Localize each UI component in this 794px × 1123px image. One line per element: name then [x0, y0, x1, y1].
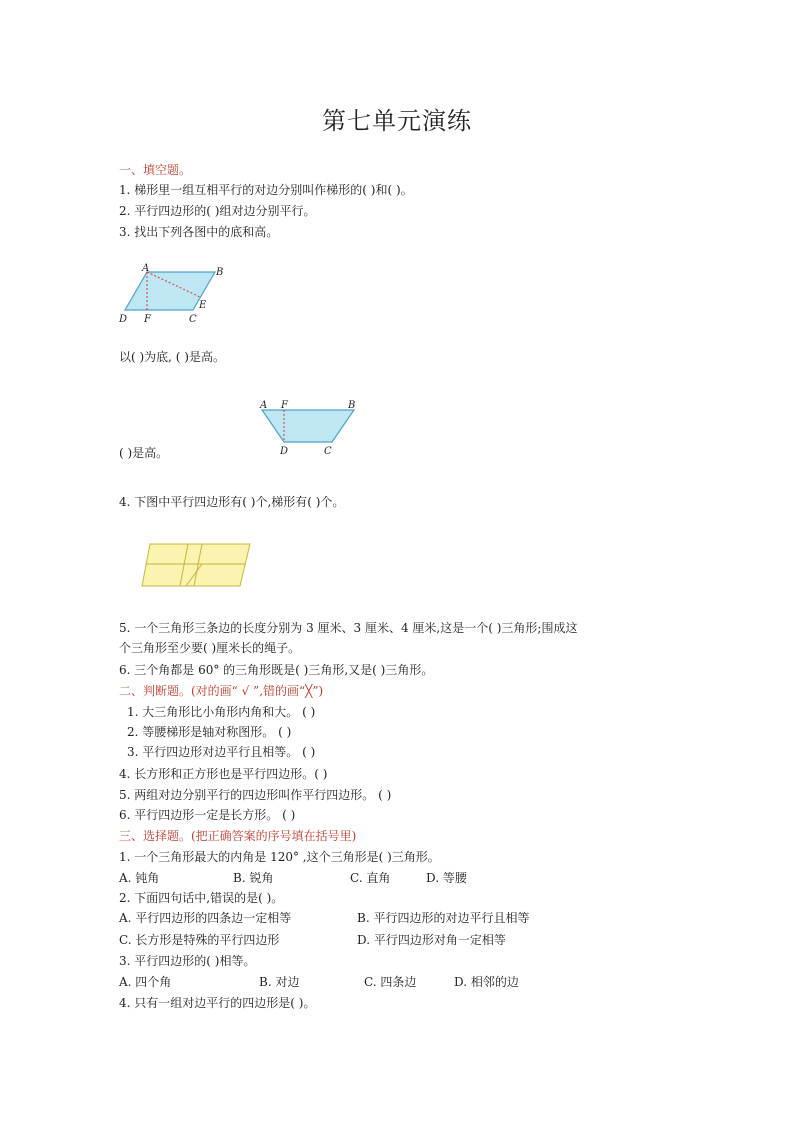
choice-question-3: 3. 平行四边形的( )相等。 — [119, 954, 256, 968]
question-fill-2: 2. 平行四边形的( )组对边分别平行。 — [119, 204, 316, 218]
section-heading-choice: 三、选择题。(把正确答案的序号填在括号里) — [119, 829, 357, 843]
answer-height: ( )是高。 — [119, 446, 169, 460]
judge-item-5: 5. 两组对边分别平行的四边形叫作平行四边形。 ( ) — [119, 788, 392, 802]
label-c: C — [189, 314, 197, 325]
section-heading-judge: 二、判断题。(对的画“ √ ”,错的画“╳”) — [119, 684, 324, 698]
question-fill-5-line1: 5. 一个三角形三条边的长度分别为 3 厘米、3 厘米、4 厘米,这是一个( )三角形;围成这 — [119, 621, 578, 635]
choice-option: B. 对边 — [259, 975, 300, 989]
page-title: 第七单元演练 — [322, 107, 472, 135]
grid-outline — [142, 544, 250, 586]
choice-question-4: 4. 只有一组对边平行的四边形是( )。 — [119, 996, 316, 1010]
judge-item-4: 4. 长方形和正方形也是平行四边形。( ) — [119, 767, 328, 781]
grid-parallelogram-figure — [140, 542, 254, 588]
question-fill-5-line2: 个三角形至少要( )厘米长的绳子。 — [119, 641, 301, 655]
question-fill-1: 1. 梯形里一组互相平行的对边分别叫作梯形的( )和( )。 — [119, 183, 413, 197]
choice-option: C. 直角 — [350, 871, 391, 885]
choice-option: D. 平行四边形对角一定相等 — [357, 933, 506, 947]
label-a: A — [142, 263, 150, 274]
judge-item-1: 1. 大三角形比小角形内角和大。 ( ) — [127, 705, 316, 719]
question-fill-4: 4. 下图中平行四边形有( )个,梯形有( )个。 — [119, 495, 345, 509]
choice-question-1: 1. 一个三角形最大的内角是 120° ,这个三角形是( )三角形。 — [119, 850, 440, 864]
label-e: E — [199, 300, 207, 311]
label-c: C — [324, 446, 332, 457]
choice-option: D. 相邻的边 — [454, 975, 519, 989]
choice-option: A. 钝角 — [119, 871, 160, 885]
judge-item-6: 6. 平行四边形一定是长方形。 ( ) — [119, 808, 296, 822]
choice-option: A. 平行四边形的四条边一定相等 — [119, 911, 292, 925]
choice-option: B. 平行四边形的对边平行且相等 — [357, 911, 530, 925]
parallelogram-figure — [115, 262, 235, 326]
question-fill-3: 3. 找出下列各图中的底和高。 — [119, 225, 279, 239]
label-f: F — [144, 314, 151, 325]
label-a: A — [260, 400, 268, 411]
label-d: D — [119, 314, 128, 325]
question-fill-6: 6. 三个角都是 60° 的三角形既是( )三角形,又是( )三角形。 — [119, 663, 434, 677]
choice-question-2: 2. 下面四句话中,错误的是( )。 — [119, 891, 284, 905]
label-d: D — [280, 446, 289, 457]
label-b: B — [216, 267, 224, 278]
choice-option: A. 四个角 — [119, 975, 172, 989]
choice-option: C. 长方形是特殊的平行四边形 — [119, 933, 280, 947]
label-f: F — [281, 400, 288, 411]
judge-item-2: 2. 等腰梯形是轴对称图形。 ( ) — [127, 725, 292, 739]
answer-base-height: 以( )为底, ( )是高。 — [119, 350, 225, 364]
choice-option: C. 四条边 — [364, 975, 417, 989]
choice-option: D. 等腰 — [426, 871, 467, 885]
choice-option: B. 锐角 — [233, 871, 274, 885]
judge-item-3: 3. 平行四边形对边平行且相等。 ( ) — [127, 745, 316, 759]
trapezoid-figure — [258, 396, 368, 460]
label-b: B — [348, 400, 356, 411]
trapezoid-shape — [262, 410, 354, 442]
section-heading-fill: 一、填空题。 — [119, 163, 192, 177]
